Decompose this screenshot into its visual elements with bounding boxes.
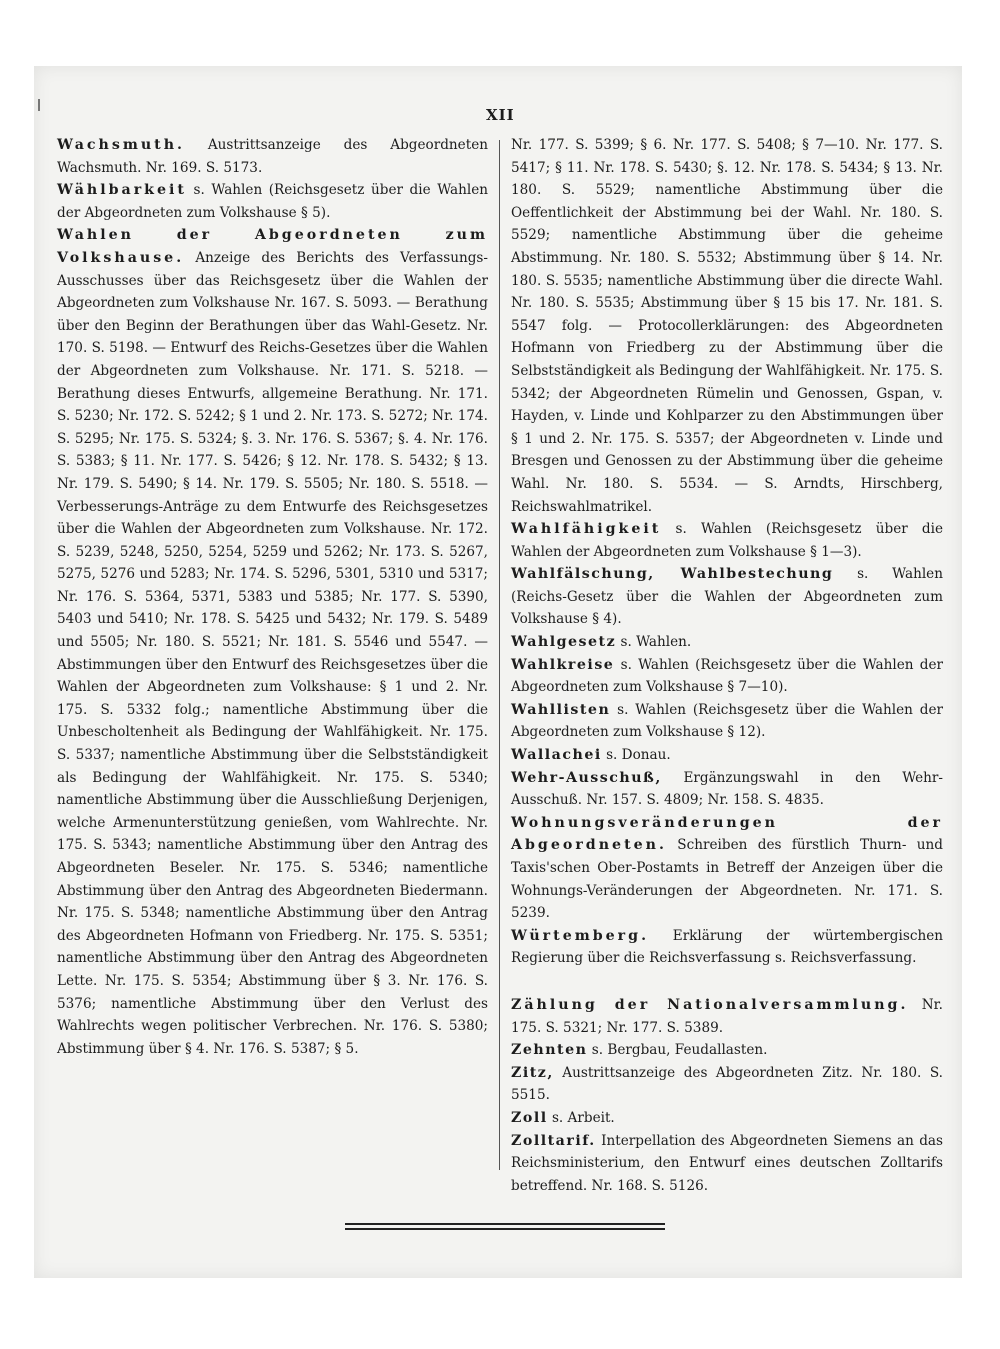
footer-rule [345,1223,665,1225]
index-entry [511,1062,943,1107]
footer-rule [345,1228,665,1230]
entry-headword: Zoll [511,1109,548,1126]
scan-edge-mark [38,99,40,111]
entry-headword: Wehr-Ausschuß, [511,769,662,786]
page-number: XII [486,106,515,124]
index-entry-continued [511,134,943,518]
index-entry [511,812,943,925]
entry-text: s. Wahlen (Reichsgesetz über die Wahlen der Abgeordneten zum Volkshause § 5). [57,182,488,221]
entry-headword: Wachsmuth. [57,137,185,153]
entry-text: s. Wahlen (Reichs-Gesetz über die Wahlen der Abgeordneten zum Volkshause § 4). [511,566,943,628]
entry-text: Austrittsanzeige des Abgeordneten Zitz. Nr. 180. S. 5515. [511,1064,943,1104]
index-entry [511,699,943,744]
index-entry [511,925,943,970]
entry-text: s. Wahlen (Reichsgesetz über die Wahlen der Abgeordneten zum Volkshause § 12). [511,701,943,741]
index-entry [57,134,488,179]
entry-headword: Wohnungsveränderungen der Abgeordneten. [511,814,943,854]
entry-text: s. Wahlen. [620,634,692,651]
section-gap [511,970,943,994]
index-entry [511,563,943,631]
index-entry [57,224,488,1060]
entry-headword: Wahlkreise [511,656,615,673]
index-entry [511,744,943,767]
entry-text: Interpellation des Abgeordneten Siemens an das Reichsministerium, den Entwurf eines deutschen Zolltarifs betreffend. Nr. 168. S. 5126. [511,1132,943,1194]
index-entry [57,179,488,224]
entry-text: Schreiben des fürstlich Thurn- und Taxis'schen Ober-Postamts in Betreff der Anzeigen über die Wohnungs-Veränderungen der Abgeordneten. Nr. 171. S. 5239. [511,837,943,922]
entry-text: Nr. 177. S. 5399; § 6. Nr. 177. S. 5408; § 7—10. Nr. 177. S. 5417; § 11. Nr. 178. S. 5430; §. 12. Nr. 178. S. 5434; § 13. Nr. 180. S. 5529; namentliche Abstimmung über die Oeffentlichkeit der Abstimmung bei der Wahl. Nr. 180. S. 5529; namentliche Abstimmung über die geheime Abstimmung. Nr. 180. S. 5532; Abstimmung über § 14. Nr. 180. S. 5535; namentliche Abstimmung über die directe Wahl. Nr. 180. S. 5535; Abstimmung über § 15 bis 17. Nr. 181. S. 5547 folg. — Protocollerklärungen: des Abgeordneten Hofmann von Friedberg zu der Abstimmung über die Selbstständigkeit als Bedingung der Wahlfähigkeit. Nr. 175. S. 5342; der Abgeordneten Rümelin und Genossen, Gspan, v. Hayden, v. Linde und Kohlparzer zu den Abstimmungen über § 1 und 2. Nr. 175. S. 5357; der Abgeordneten v. Linde und Bresgen und Genossen zu der Abstimmung über die geheime Wahl. Nr. 180. S. 5534. — S. Arndts, Hirschberg, Reichswahlmatrikel. [511,137,943,515]
entry-headword: Würtemberg. [511,927,650,944]
index-entry [511,654,943,699]
index-entry [511,1039,943,1062]
column-divider [499,140,500,1170]
entry-headword: Wählbarkeit [57,182,187,199]
entry-text: Nr. 175. S. 5321; Nr. 177. S. 5389. [511,996,943,1036]
entry-headword: Wallachei [511,747,602,764]
index-entry [511,767,943,812]
entry-text: Austrittsanzeige des Abgeordneten Wachsmuth. Nr. 169. S. 5173. [57,137,488,176]
entry-text: s. Wahlen (Reichsgesetz über die Wahlen der Abgeordneten zum Volkshause § 1—3). [511,521,944,560]
index-entry [511,994,943,1039]
index-entry [511,1130,943,1198]
left-column [57,134,488,1060]
right-column [511,134,943,1197]
entry-text: Erklärung der würtembergischen Regierung über die Reichsverfassung s. Reichsverfassung. [511,927,943,967]
entry-headword: Wahlfälschung, Wahlbestechung [511,566,834,583]
entry-headword: Zählung der Nationalversammlung. [511,996,909,1013]
entry-text: Anzeige des Berichts des Verfassungs-Ausschusses über das Reichsgesetz über die Wahlen der Abgeordneten zum Volkshause Nr. 167. S. 5093. — Berathung über den Beginn der Berathungen über das Wahl-Gesetz. Nr. 170. S. 5198. — Entwurf des Reichs-Gesetzes über die Wahlen der Abgeordneten zum Volkshause. Nr. 171. S. 5218. — Berathung dieses Entwurfs, allgemeine Berathung. Nr. 171. S. 5230; Nr. 172. S. 5242; § 1 und 2. Nr. 173. S. 5272; Nr. 174. S. 5295; Nr. 175. S. 5324; §. 3. Nr. 176. S. 5367; §. 4. Nr. 176. S. 5383; § 11. Nr. 177. S. 5426; § 12. Nr. 178. S. 5432; § 13. Nr. 179. S. 5490; § 14. Nr. 179. S. 5505; Nr. 180. S. 5518. — Verbesserungs-Anträge zu dem Entwurfe des Reichsgesetzes über die Wahlen der Abgeordneten zum Volkshause. Nr. 172. S. 5239, 5248, 5250, 5254, 5259 und 5262; Nr. 173. S. 5267, 5275, 5276 und 5283; Nr. 174. S. 5296, 5301, 5310 und 5317; Nr. 176. S. 5364, 5371, 5383 und 5385; Nr. 177. S. 5390, 5403 und 5410; Nr. 178. S. 5425 und 5432; Nr. 179. S. 5489 und 5505; Nr. 180. S. 5521; Nr. 181. S. 5546 und 5547. — Abstimmungen über den Entwurf des Reichsgesetzes über die Wahlen der Abgeordneten zum Volkshause: § 1 und 2. Nr. 175. S. 5332 folg.; namentliche Abstimmung über die Unbescholtenheit als Bedingung der Wahlfähigkeit. Nr. 175. S. 5337; namentliche Abstimmung über die Selbstständigkeit als Bedingung der Wahlfähigkeit. Nr. 175. S. 5340; namentliche Abstimmung über die Ausschließung Derjenigen, welche Armenunterstützung genießen, vom Wahlrechte. Nr. 175. S. 5343; namentliche Abstimmung über den Antrag des Abgeordneten Beseler. Nr. 175. S. 5346; namentliche Abstimmung über den Antrag des Abgeordneten Biedermann. Nr. 175. S. 5348; namentliche Abstimmung über den Antrag des Abgeordneten Hofmann von Friedberg. Nr. 175. S. 5351; namentliche Abstimmung über den Antrag des Abgeordneten Lette. Nr. 175. S. 5354; Abstimmung über § 3. Nr. 176. S. 5376; namentliche Abstimmung über den Verlust des Wahlrechts wegen politischer Verbrechen. Nr. 176. S. 5380; Abstimmung über § 4. Nr. 176. S. 5387; § 5. [57,249,488,1057]
entry-text: s. Donau. [606,747,671,764]
entry-headword: Wahllisten [511,701,611,718]
entry-text: s. Bergbau, Feudallasten. [591,1042,768,1059]
entry-text: s. Wahlen (Reichsgesetz über die Wahlen der Abgeordneten zum Volkshause § 7—10). [511,656,943,696]
entry-headword: Zehnten [511,1042,588,1059]
entry-headword: Wahlgesetz [511,634,617,651]
entry-text: Ergänzungswahl in den Wehr-Ausschuß. Nr. 157. S. 4809; Nr. 158. S. 4835. [511,769,944,809]
index-entry [511,518,943,563]
entry-text: s. Arbeit. [551,1109,615,1126]
index-entry [511,1107,943,1130]
index-entry [511,631,943,654]
entry-headword: Wahlfähigkeit [511,521,662,538]
entry-headword: Zitz, [511,1064,554,1081]
entry-headword: Zolltarif. [511,1132,596,1149]
entry-headword: Wahlen der Abgeordneten zum Volkshause. [57,227,488,266]
